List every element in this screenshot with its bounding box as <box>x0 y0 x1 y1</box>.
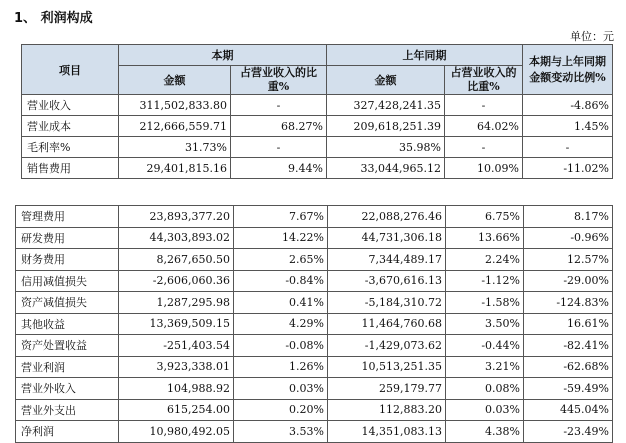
change-percent: -11.02% <box>523 158 613 179</box>
profit-table-top <box>21 44 613 179</box>
current-amount: 212,666,559.71 <box>119 116 231 137</box>
table-row <box>16 206 613 228</box>
current-ratio: 4.29% <box>234 313 328 335</box>
current-ratio: - <box>231 137 327 158</box>
prior-ratio: 3.50% <box>446 313 524 335</box>
prior-ratio: -0.44% <box>446 335 524 357</box>
prior-amount: 35.98% <box>327 137 445 158</box>
row-label: 营业外收入 <box>16 378 119 400</box>
table-row <box>16 292 613 314</box>
current-amount: 3,923,338.01 <box>119 356 234 378</box>
change-percent: -124.83% <box>524 292 613 314</box>
table-body-top <box>22 95 613 179</box>
header-prior-ratio: 占营业收入的比重% <box>445 66 523 95</box>
current-amount: 29,401,815.16 <box>119 158 231 179</box>
header-change: 本期与上年同期金额变动比例% <box>523 45 613 95</box>
prior-ratio: 64.02% <box>445 116 523 137</box>
prior-ratio: 6.75% <box>446 206 524 228</box>
prior-ratio: - <box>445 95 523 116</box>
change-percent: -82.41% <box>524 335 613 357</box>
prior-amount: -1,429,073.62 <box>328 335 446 357</box>
change-percent: -4.86% <box>523 95 613 116</box>
row-label: 财务费用 <box>16 249 119 271</box>
change-percent: 12.57% <box>524 249 613 271</box>
current-amount: 311,502,833.80 <box>119 95 231 116</box>
change-percent: 1.45% <box>523 116 613 137</box>
table-row <box>16 399 613 421</box>
change-percent: -29.00% <box>524 270 613 292</box>
row-label: 管理费用 <box>16 206 119 228</box>
current-ratio: 0.41% <box>234 292 328 314</box>
current-amount: 31.73% <box>119 137 231 158</box>
change-percent: 8.17% <box>524 206 613 228</box>
table-row <box>16 249 613 271</box>
prior-amount: 259,179.77 <box>328 378 446 400</box>
current-ratio: - <box>231 95 327 116</box>
prior-ratio: 10.09% <box>445 158 523 179</box>
prior-amount: -3,670,616.13 <box>328 270 446 292</box>
prior-amount: 22,088,276.46 <box>328 206 446 228</box>
prior-ratio: 3.21% <box>446 356 524 378</box>
current-amount: 13,369,509.15 <box>119 313 234 335</box>
profit-table-bottom <box>15 205 613 443</box>
row-label: 营业利润 <box>16 356 119 378</box>
row-label: 资产减值损失 <box>16 292 119 314</box>
current-ratio: 0.20% <box>234 399 328 421</box>
header-item: 项目 <box>22 45 119 95</box>
row-label: 研发费用 <box>16 227 119 249</box>
row-label: 资产处置收益 <box>16 335 119 357</box>
current-amount: -251,403.54 <box>119 335 234 357</box>
change-percent: 445.04% <box>524 399 613 421</box>
prior-amount: 327,428,241.35 <box>327 95 445 116</box>
change-percent: 16.61% <box>524 313 613 335</box>
prior-amount: 14,351,083.13 <box>328 421 446 443</box>
prior-amount: -5,184,310.72 <box>328 292 446 314</box>
current-ratio: 2.65% <box>234 249 328 271</box>
row-label: 营业成本 <box>22 116 119 137</box>
row-label: 营业收入 <box>22 95 119 116</box>
prior-ratio: 0.03% <box>446 399 524 421</box>
prior-ratio: -1.58% <box>446 292 524 314</box>
change-percent: - <box>523 137 613 158</box>
current-ratio: 68.27% <box>231 116 327 137</box>
prior-ratio: 0.08% <box>446 378 524 400</box>
current-ratio: 1.26% <box>234 356 328 378</box>
prior-amount: 209,618,251.39 <box>327 116 445 137</box>
row-label: 毛利率% <box>22 137 119 158</box>
change-percent: -62.68% <box>524 356 613 378</box>
current-amount: 44,303,893.02 <box>119 227 234 249</box>
header-current: 本期 <box>119 45 327 66</box>
table-row <box>22 137 613 158</box>
change-percent: -59.49% <box>524 378 613 400</box>
header-prior: 上年同期 <box>327 45 523 66</box>
table-row <box>16 356 613 378</box>
prior-amount: 11,464,760.68 <box>328 313 446 335</box>
current-amount: 8,267,650.50 <box>119 249 234 271</box>
table-row <box>22 116 613 137</box>
table-row <box>16 335 613 357</box>
prior-amount: 33,044,965.12 <box>327 158 445 179</box>
prior-amount: 112,883.20 <box>328 399 446 421</box>
current-ratio: -0.08% <box>234 335 328 357</box>
current-ratio: 14.22% <box>234 227 328 249</box>
table-row <box>22 158 613 179</box>
prior-amount: 7,344,489.17 <box>328 249 446 271</box>
current-ratio: 7.67% <box>234 206 328 228</box>
table-row <box>16 378 613 400</box>
header-current-ratio: 占营业收入的比重% <box>231 66 327 95</box>
current-amount: 23,893,377.20 <box>119 206 234 228</box>
header-current-amount: 金额 <box>119 66 231 95</box>
table-row <box>22 95 613 116</box>
row-label: 信用减值损失 <box>16 270 119 292</box>
prior-ratio: 4.38% <box>446 421 524 443</box>
row-label: 净利润 <box>16 421 119 443</box>
section-heading: 1、 利润构成 <box>14 11 93 26</box>
table-row <box>16 227 613 249</box>
current-ratio: 3.53% <box>234 421 328 443</box>
row-label: 销售费用 <box>22 158 119 179</box>
table-row <box>16 270 613 292</box>
prior-amount: 44,731,306.18 <box>328 227 446 249</box>
row-label: 其他收益 <box>16 313 119 335</box>
table-row <box>16 313 613 335</box>
current-amount: 10,980,492.05 <box>119 421 234 443</box>
unit-label: 单位：元 <box>570 30 614 43</box>
current-amount: 615,254.00 <box>119 399 234 421</box>
prior-ratio: - <box>445 137 523 158</box>
prior-amount: 10,513,251.35 <box>328 356 446 378</box>
current-amount: 104,988.92 <box>119 378 234 400</box>
change-percent: -23.49% <box>524 421 613 443</box>
prior-ratio: -1.12% <box>446 270 524 292</box>
row-label: 营业外支出 <box>16 399 119 421</box>
table-body-bottom <box>16 206 613 443</box>
current-amount: 1,287,295.98 <box>119 292 234 314</box>
prior-ratio: 2.24% <box>446 249 524 271</box>
current-amount: -2,606,060.36 <box>119 270 234 292</box>
current-ratio: 0.03% <box>234 378 328 400</box>
current-ratio: -0.84% <box>234 270 328 292</box>
current-ratio: 9.44% <box>231 158 327 179</box>
header-prior-amount: 金额 <box>327 66 445 95</box>
prior-ratio: 13.66% <box>446 227 524 249</box>
change-percent: -0.96% <box>524 227 613 249</box>
